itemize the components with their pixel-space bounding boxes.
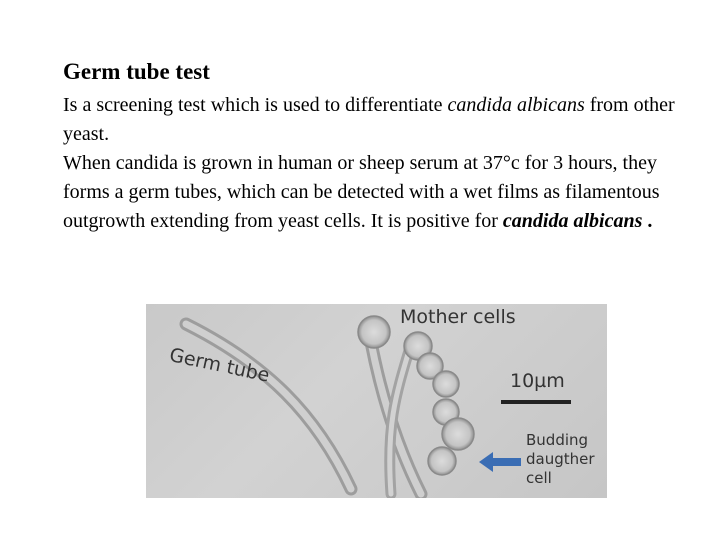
slide-body xyxy=(63,91,703,236)
para2-text-a: When candida is grown in human or sheep serum at 37°c for 3 hours, they forms a germ tubes, which can be detected with a wet films as filamentous outgrowth extending from yeast cells. It is positive for xyxy=(63,152,660,232)
label-budding-cell: Budding daugther cell xyxy=(526,431,595,487)
arrow-icon xyxy=(479,452,521,472)
micrograph-figure xyxy=(146,304,607,498)
paragraph-definition xyxy=(63,91,703,149)
yeast-cell xyxy=(358,316,390,348)
germ-tube-left xyxy=(186,324,351,489)
yeast-cell xyxy=(433,371,459,397)
slide-title: Germ tube test xyxy=(63,59,210,84)
label-mother-cells: Mother cells xyxy=(400,306,516,328)
yeast-cell xyxy=(442,418,474,450)
para2-text-c: . xyxy=(642,210,653,232)
para1-text-c: from other yeast. xyxy=(63,94,675,145)
para1-species: candida albicans xyxy=(447,94,585,116)
paragraph-procedure xyxy=(63,149,703,236)
label-germ-tube: Germ tube xyxy=(167,344,272,387)
para2-species: candida albicans xyxy=(502,210,643,232)
scale-bar xyxy=(501,400,571,404)
para1-text-a: Is a screening test which is used to differentiate xyxy=(63,94,448,116)
label-scale: 10µm xyxy=(510,370,565,392)
budding-daughter-cell xyxy=(428,447,456,475)
